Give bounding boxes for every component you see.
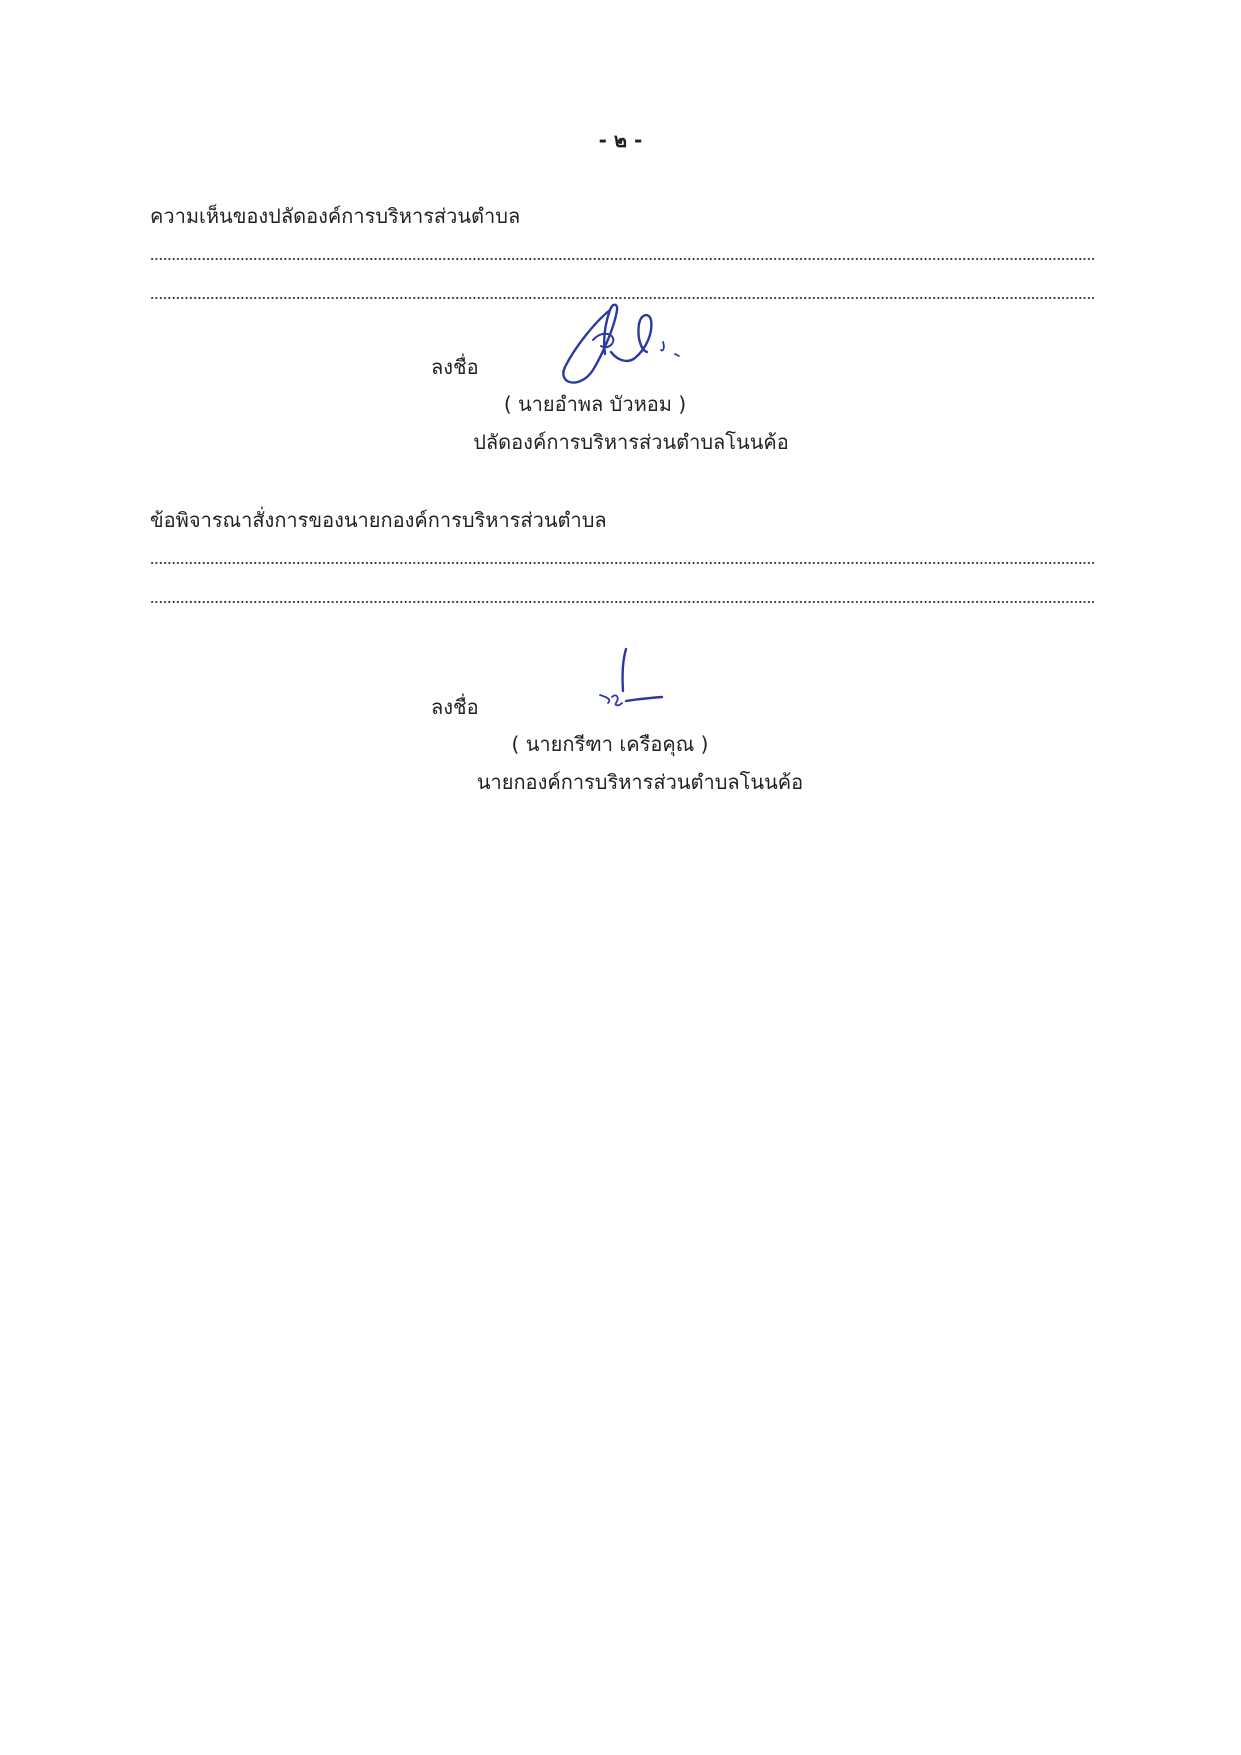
section2-sign-label: ลงชื่อ xyxy=(431,695,479,719)
dotted-line-4 xyxy=(150,600,1094,604)
dotted-line-2 xyxy=(150,296,1094,300)
section1-signer-name: ( นายอำพล บัวหอม ) xyxy=(503,392,687,416)
section1-heading: ความเห็นของปลัดองค์การบริหารส่วนตำบล xyxy=(150,204,521,228)
signature-1-image xyxy=(555,302,695,390)
signature-2-image xyxy=(590,645,670,711)
section2-heading: ข้อพิจารณาสั่งการของนายกองค์การบริหารส่วนตำบล xyxy=(150,508,607,532)
section2-signer-name: ( นายกรีฑา เครือคุณ ) xyxy=(511,732,709,756)
dotted-line-1 xyxy=(150,257,1094,261)
section2-signer-position: นายกองค์การบริหารส่วนตำบลโนนค้อ xyxy=(476,770,804,794)
dotted-line-3 xyxy=(150,561,1094,565)
section1-sign-label: ลงชื่อ xyxy=(431,355,479,379)
section1-signer-position: ปลัดองค์การบริหารส่วนตำบลโนนค้อ xyxy=(473,430,789,454)
page-number: - ๒ - xyxy=(598,128,643,152)
